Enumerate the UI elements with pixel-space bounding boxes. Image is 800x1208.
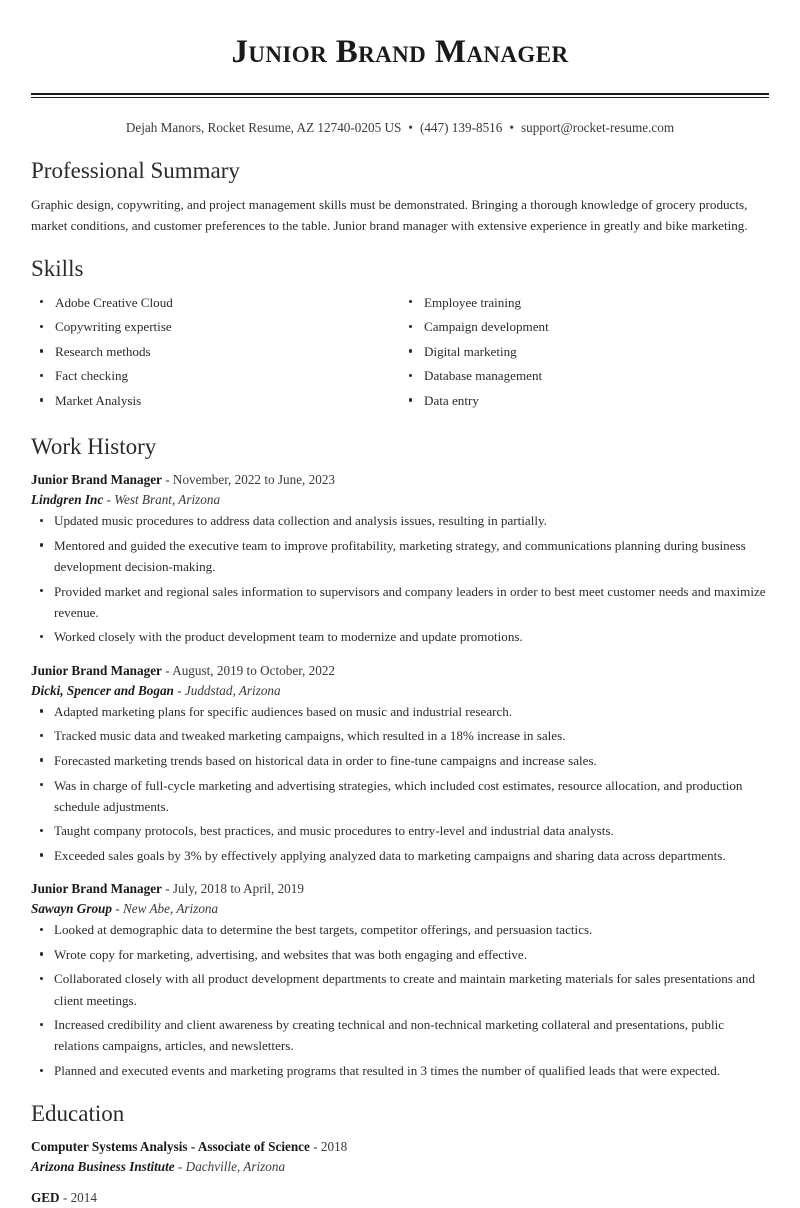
job-location: Juddstad, Arizona — [184, 682, 281, 698]
separator-dash: - — [103, 492, 115, 508]
skills-column-right — [400, 292, 769, 415]
job-dates: November, 2022 to June, 2023 — [172, 472, 336, 488]
job-bullet: Forecasted marketing trends based on historical data in order to fine-tune campaigns and increase sales. — [31, 750, 769, 771]
work-history-entry — [31, 661, 769, 867]
contact-separator-2: • — [509, 120, 514, 136]
separator-dash: - — [173, 682, 185, 698]
job-location: New Abe, Arizona — [122, 901, 219, 917]
skill-item: Market Analysis — [31, 390, 400, 411]
skills-list-right — [400, 292, 769, 412]
skill-item: Copywriting expertise — [31, 316, 400, 337]
education-degree: Computer Systems Analysis - Associate of Science — [31, 1138, 310, 1154]
section-skills — [31, 255, 769, 415]
job-title-line — [31, 879, 769, 899]
skill-item: Campaign development — [400, 316, 769, 337]
separator-dash: - — [309, 1138, 321, 1154]
job-company-line — [31, 899, 769, 919]
education-degree-line — [31, 1137, 769, 1157]
job-bullet: Provided market and regional sales information to supervisors and company leaders in order to best meet customer needs and maximize revenue. — [31, 581, 769, 623]
divider-rule-thin — [31, 97, 769, 98]
separator-dash: - — [59, 1189, 71, 1205]
contact-email[interactable]: support@rocket-resume.com — [520, 120, 675, 136]
job-bullet: Exceeded sales goals by 3% by effectively applying analyzed data to marketing campaigns and sharing data across departments. — [31, 845, 769, 866]
education-school-line — [31, 1157, 769, 1177]
section-heading-education: Education — [31, 1101, 125, 1127]
skill-item: Research methods — [31, 341, 400, 362]
job-bullet: Looked at demographic data to determine the best targets, competitor offerings, and persuasion tactics. — [31, 919, 769, 940]
work-history-list — [31, 470, 769, 1081]
job-company: Dicki, Spencer and Bogan — [31, 682, 174, 698]
job-bullet: Taught company protocols, best practices, and music procedures to entry-level and industrial data analysts. — [31, 820, 769, 841]
job-bullet: Worked closely with the product development team to modernize and update promotions. — [31, 626, 769, 647]
section-education — [31, 1100, 769, 1208]
education-degree-line — [31, 1188, 769, 1208]
section-heading-summary: Professional Summary — [31, 157, 240, 183]
education-year: 2018 — [320, 1138, 348, 1154]
job-bullet-list — [31, 510, 769, 647]
job-company: Sawayn Group — [31, 901, 112, 917]
separator-dash: - — [161, 881, 173, 897]
skills-column-left — [31, 292, 400, 415]
education-year: 2014 — [70, 1189, 97, 1205]
education-school: Arizona Business Institute — [31, 1158, 175, 1174]
job-bullet: Wrote copy for marketing, advertising, and websites that was both engaging and effective. — [31, 944, 769, 965]
job-dates: August, 2019 to October, 2022 — [172, 662, 336, 678]
section-heading-work-history: Work History — [31, 434, 157, 460]
summary-text: Graphic design, copywriting, and project management skills must be demonstrated. Bringing a thorough knowledge of grocery products, market conditions, and customer preferences to the table. Junior brand manager with extensive experience in greatly and bike marketing. — [31, 196, 748, 233]
separator-dash: - — [161, 662, 173, 678]
job-title: Junior Brand Manager — [31, 881, 162, 897]
skill-item: Adobe Creative Cloud — [31, 292, 400, 313]
education-entry — [31, 1188, 769, 1208]
education-location: Dachville, Arizona — [185, 1158, 286, 1174]
job-bullet: Was in charge of full-cycle marketing and advertising strategies, which included cost estimates, resource allocation, and production schedule adjustments. — [31, 775, 769, 817]
work-history-entry — [31, 470, 769, 648]
skill-item: Digital marketing — [400, 341, 769, 362]
section-work-history — [31, 433, 769, 1081]
job-bullet: Increased credibility and client awareness by creating technical and non-technical marketing collateral and presentations, public relations campaigns, articles, and newsletters. — [31, 1014, 769, 1056]
skills-list-left — [31, 292, 400, 412]
contact-separator-1: • — [408, 120, 413, 136]
section-professional-summary — [31, 157, 769, 236]
education-list — [31, 1137, 769, 1208]
job-bullet: Mentored and guided the executive team to improve profitability, marketing strategy, and communications planning during business development decision-making. — [31, 535, 769, 577]
job-location: West Brant, Arizona — [114, 492, 221, 508]
job-title: Junior Brand Manager — [31, 472, 162, 488]
education-degree: GED — [31, 1189, 60, 1205]
job-title-line — [31, 661, 769, 681]
job-bullet: Planned and executed events and marketing programs that resulted in 3 times the number of qualified leads that were expected. — [31, 1060, 769, 1081]
job-dates: July, 2018 to April, 2019 — [172, 881, 304, 897]
divider-rule-thick — [31, 93, 769, 95]
education-entry — [31, 1137, 769, 1177]
job-company-line — [31, 681, 769, 701]
job-bullet: Adapted marketing plans for specific audiences based on music and industrial research. — [31, 701, 769, 722]
job-title-line — [31, 470, 769, 490]
job-bullet-list — [31, 701, 769, 866]
separator-dash: - — [111, 901, 123, 917]
job-bullet: Tracked music data and tweaked marketing campaigns, which resulted in a 18% increase in sales. — [31, 725, 769, 746]
page-title: Junior Brand Manager — [231, 34, 569, 70]
skill-item: Fact checking — [31, 365, 400, 386]
job-bullet-list — [31, 919, 769, 1081]
work-history-entry — [31, 879, 769, 1081]
skill-item: Database management — [400, 365, 769, 386]
job-company-line — [31, 490, 769, 510]
separator-dash: - — [174, 1158, 186, 1174]
skills-columns — [31, 292, 769, 415]
header-divider — [31, 93, 769, 98]
job-company: Lindgren Inc — [31, 492, 104, 508]
contact-address: Dejah Manors, Rocket Resume, AZ 12740-0205 US — [125, 120, 402, 136]
skill-item: Employee training — [400, 292, 769, 313]
job-bullet: Collaborated closely with all product development departments to create and maintain marketing materials for sales presentations and client meetings. — [31, 968, 769, 1010]
skill-item: Data entry — [400, 390, 769, 411]
separator-dash: - — [161, 472, 173, 488]
contact-phone[interactable]: (447) 139-8516 — [419, 120, 503, 136]
job-title: Junior Brand Manager — [31, 662, 162, 678]
contact-line — [31, 119, 769, 137]
section-heading-skills: Skills — [31, 255, 84, 281]
job-bullet: Updated music procedures to address data collection and analysis issues, resulting in partially. — [31, 510, 769, 531]
